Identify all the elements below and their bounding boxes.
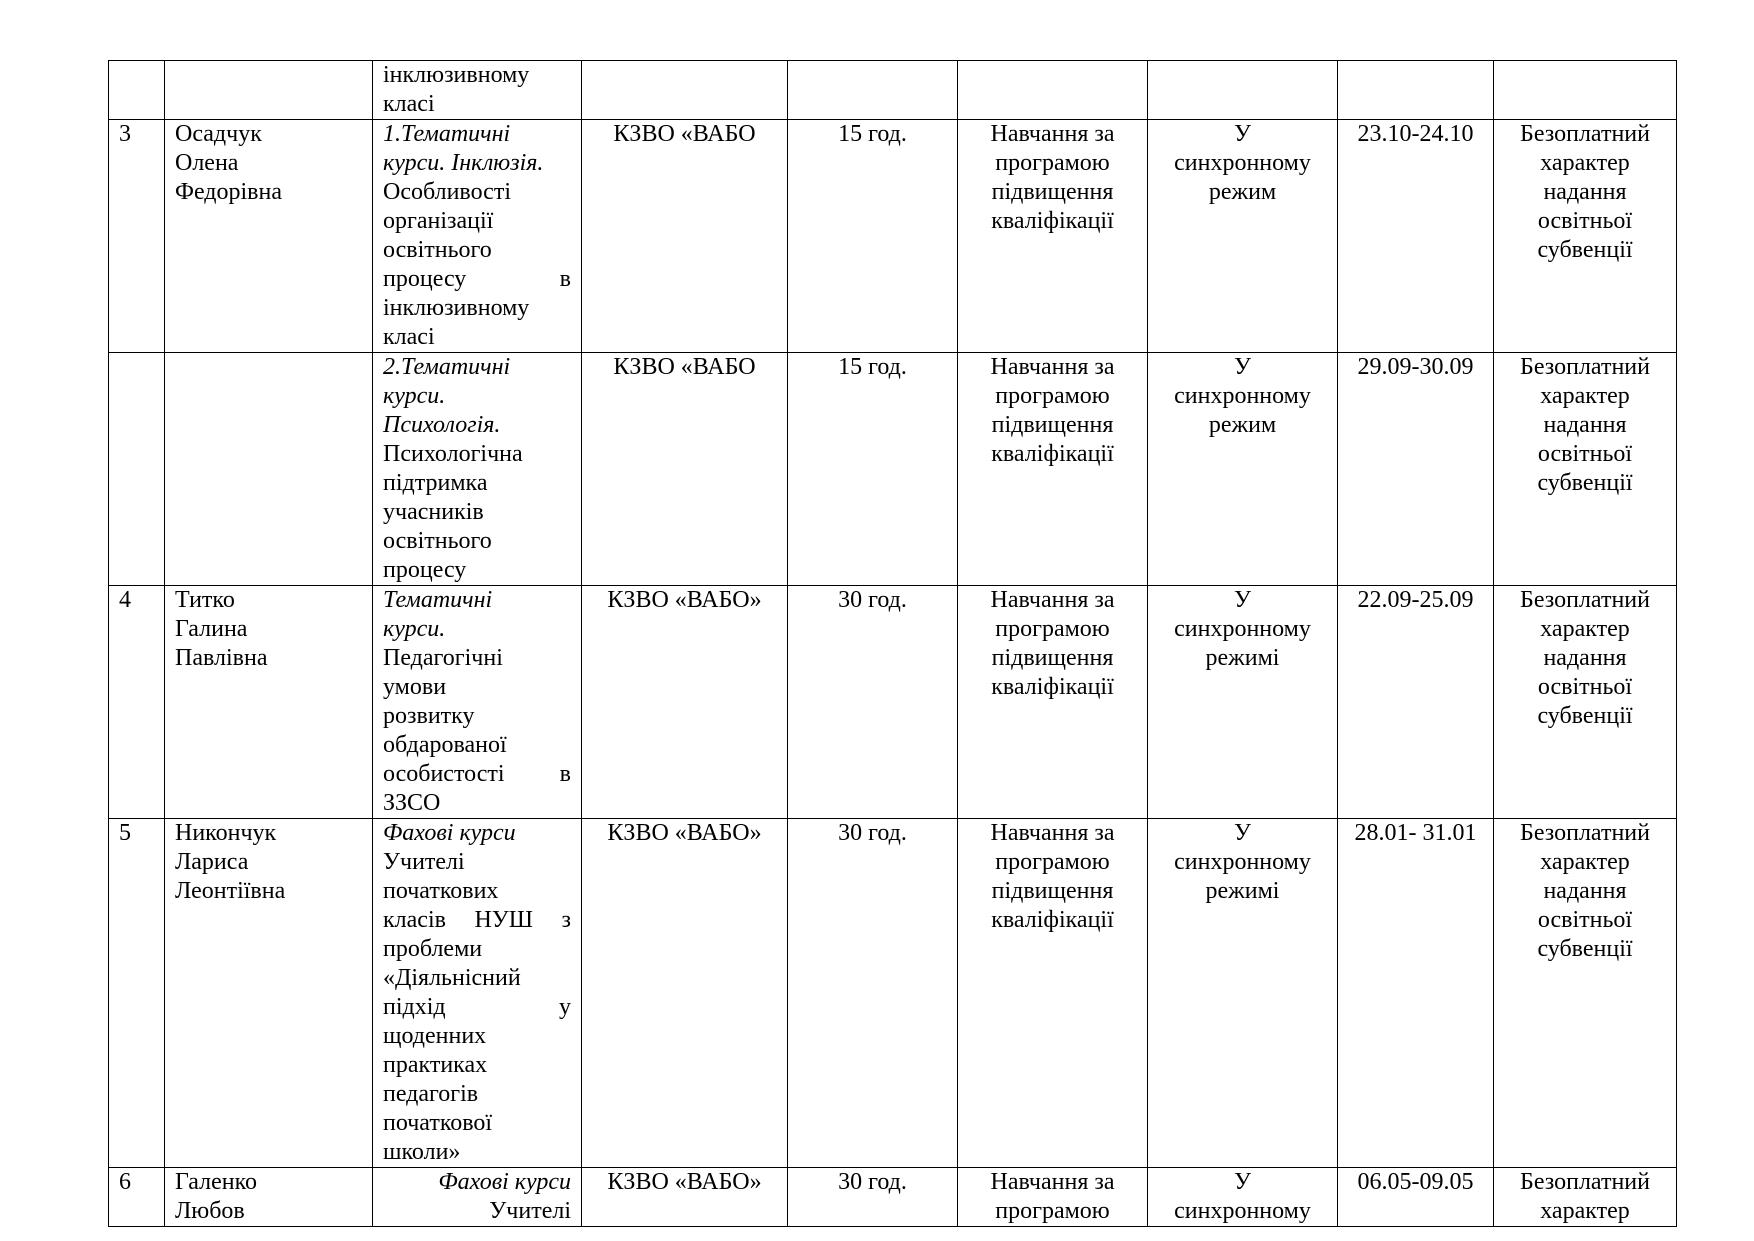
cell-line: синхронному xyxy=(1174,150,1311,176)
course-line: інклюзивному xyxy=(383,62,530,88)
row-number: 3 xyxy=(109,120,165,353)
course-line: початкової xyxy=(383,1110,493,1136)
course-line: процесу xyxy=(383,557,467,583)
hours: 30 год. xyxy=(788,586,958,819)
cell-line: програмою xyxy=(995,616,1110,642)
table-row xyxy=(109,819,1677,1168)
cell-line: Безоплатний xyxy=(1520,121,1650,147)
cell-line: програмою xyxy=(995,383,1110,409)
course-title xyxy=(373,819,582,1168)
course-line: Фахові курси xyxy=(383,820,516,846)
cell-line: Федорівна xyxy=(175,179,283,205)
hours: 30 год. xyxy=(788,1168,958,1227)
funding xyxy=(1494,61,1677,120)
cell-line: Галина xyxy=(175,616,248,642)
cell-line: синхронному xyxy=(1174,1198,1311,1224)
cell-line: освітньої xyxy=(1537,907,1633,933)
cell-line: кваліфікації xyxy=(991,208,1114,234)
cell-line: Навчання за xyxy=(990,1169,1115,1195)
cell-line: надання xyxy=(1543,179,1627,205)
table-row xyxy=(109,61,1677,120)
course-line: учасників xyxy=(383,499,484,525)
cell-line: Безоплатний xyxy=(1520,1169,1650,1195)
table-row xyxy=(109,353,1677,586)
funding xyxy=(1494,1168,1677,1227)
course-line: освітнього xyxy=(383,237,492,263)
cell-line: У xyxy=(1234,121,1251,147)
cell-line: Осадчук xyxy=(175,121,262,147)
row-number: 6 xyxy=(109,1168,165,1227)
cell-line: надання xyxy=(1543,878,1627,904)
training-form xyxy=(958,120,1148,353)
training-mode xyxy=(1148,586,1338,819)
course-line: «Діяльнісний xyxy=(383,965,521,991)
course-title xyxy=(373,353,582,586)
course-line: практиках xyxy=(383,1052,488,1078)
cell-line: освітньої xyxy=(1537,674,1633,700)
teacher-name xyxy=(165,819,373,1168)
cell-line: синхронному xyxy=(1174,849,1311,875)
dates: 06.05-09.05 xyxy=(1338,1168,1494,1227)
course-line: класів НУШ з xyxy=(383,907,571,933)
funding xyxy=(1494,353,1677,586)
cell-line: характер xyxy=(1540,616,1630,642)
cell-line: підвищення xyxy=(991,412,1114,438)
cell-line: субвенції xyxy=(1537,237,1633,263)
hours: 15 год. xyxy=(788,120,958,353)
cell-line: надання xyxy=(1543,645,1627,671)
cell-line: Леонтіївна xyxy=(175,878,286,904)
cell-line: характер xyxy=(1540,150,1630,176)
course-line: Психологія. xyxy=(383,412,501,438)
cell-line: Титко xyxy=(175,587,235,613)
cell-line: субвенції xyxy=(1537,470,1633,496)
cell-line: програмою xyxy=(995,1198,1110,1224)
cell-line: надання xyxy=(1543,412,1627,438)
cell-line: підвищення xyxy=(991,179,1114,205)
course-line: особистості в xyxy=(383,761,571,787)
cell-line: кваліфікації xyxy=(991,674,1114,700)
cell-line: Навчання за xyxy=(990,587,1115,613)
cell-line: Лариса xyxy=(175,849,249,875)
cell-line: режим xyxy=(1208,412,1277,438)
course-title xyxy=(373,61,582,120)
table-body xyxy=(109,61,1677,1227)
course-title xyxy=(373,586,582,819)
hours xyxy=(788,61,958,120)
cell-line: Навчання за xyxy=(990,121,1115,147)
cell-line: освітньої xyxy=(1537,441,1633,467)
course-line: процесу в xyxy=(383,266,571,292)
training-form xyxy=(958,1168,1148,1227)
training-mode xyxy=(1148,819,1338,1168)
cell-line: кваліфікації xyxy=(991,907,1114,933)
row-number xyxy=(109,61,165,120)
training-mode xyxy=(1148,61,1338,120)
hours: 30 год. xyxy=(788,819,958,1168)
training-form xyxy=(958,61,1148,120)
course-line: початкових xyxy=(383,878,499,904)
cell-line: Олена xyxy=(175,150,239,176)
course-line: ЗЗСО xyxy=(383,790,441,816)
table-row xyxy=(109,1168,1677,1227)
course-line: 1.Тематичні xyxy=(383,121,511,147)
table-row xyxy=(109,120,1677,353)
course-line: 2.Тематичні xyxy=(383,354,511,380)
hours: 15 год. xyxy=(788,353,958,586)
funding xyxy=(1494,819,1677,1168)
teacher-name xyxy=(165,586,373,819)
training-form xyxy=(958,353,1148,586)
cell-line: У xyxy=(1234,354,1251,380)
teacher-name xyxy=(165,1168,373,1227)
cell-line: Павлівна xyxy=(175,645,268,671)
dates xyxy=(1338,61,1494,120)
course-line: курси. Інклюзія. xyxy=(383,150,544,176)
dates: 22.09-25.09 xyxy=(1338,586,1494,819)
cell-line: Безоплатний xyxy=(1520,820,1650,846)
cell-line: підвищення xyxy=(991,878,1114,904)
institution: КЗВО «ВАБО» xyxy=(582,1168,788,1227)
course-line: курси. xyxy=(383,616,446,642)
course-line: щоденних xyxy=(383,1023,487,1049)
row-number xyxy=(109,353,165,586)
training-form xyxy=(958,586,1148,819)
cell-line: Безоплатний xyxy=(1520,354,1650,380)
cell-line: Безоплатний xyxy=(1520,587,1650,613)
course-line: курси. xyxy=(383,383,446,409)
training-mode xyxy=(1148,1168,1338,1227)
course-line: підхід у xyxy=(383,994,571,1020)
cell-line: синхронному xyxy=(1174,616,1311,642)
cell-line: характер xyxy=(1540,1198,1630,1224)
cell-line: Навчання за xyxy=(990,820,1115,846)
course-title xyxy=(373,120,582,353)
dates: 23.10-24.10 xyxy=(1338,120,1494,353)
dates: 28.01- 31.01 xyxy=(1338,819,1494,1168)
cell-line: кваліфікації xyxy=(991,441,1114,467)
course-line: підтримка xyxy=(383,470,488,496)
institution xyxy=(582,61,788,120)
course-line: освітнього xyxy=(383,528,492,554)
training-mode xyxy=(1148,120,1338,353)
course-line: Тематичні xyxy=(383,587,493,613)
training-mode xyxy=(1148,353,1338,586)
cell-line: підвищення xyxy=(991,645,1114,671)
row-number: 5 xyxy=(109,819,165,1168)
course-line: організації xyxy=(383,208,494,234)
course-line: Особливості xyxy=(383,179,511,205)
teacher-name xyxy=(165,61,373,120)
cell-line: синхронному xyxy=(1174,383,1311,409)
institution: КЗВО «ВАБО» xyxy=(582,586,788,819)
cell-line: режимі xyxy=(1205,645,1280,671)
cell-line: програмою xyxy=(995,150,1110,176)
cell-line: субвенції xyxy=(1537,703,1633,729)
course-line: Учителі xyxy=(489,1198,571,1224)
cell-line: У xyxy=(1234,820,1251,846)
cell-line: Галенко xyxy=(175,1169,258,1195)
course-line: Психологічна xyxy=(383,441,523,467)
course-title xyxy=(373,1168,582,1227)
teacher-name xyxy=(165,120,373,353)
course-line: Педагогічні умови xyxy=(383,645,503,700)
course-line: класі xyxy=(383,324,435,350)
course-line: розвитку xyxy=(383,703,475,729)
cell-line: У xyxy=(1234,587,1251,613)
row-number: 4 xyxy=(109,586,165,819)
institution: КЗВО «ВАБО xyxy=(582,353,788,586)
training-form xyxy=(958,819,1148,1168)
institution: КЗВО «ВАБО» xyxy=(582,819,788,1168)
cell-line: Любов xyxy=(175,1198,245,1224)
funding xyxy=(1494,586,1677,819)
course-line: інклюзивному xyxy=(383,295,530,321)
funding xyxy=(1494,120,1677,353)
cell-line: характер xyxy=(1540,849,1630,875)
table-row xyxy=(109,586,1677,819)
dates: 29.09-30.09 xyxy=(1338,353,1494,586)
institution: КЗВО «ВАБО xyxy=(582,120,788,353)
course-line: Фахові курси xyxy=(438,1169,571,1195)
course-line: класі xyxy=(383,91,435,117)
course-line: проблеми xyxy=(383,936,483,962)
course-line: обдарованої xyxy=(383,732,507,758)
course-line: Учителі xyxy=(383,849,465,875)
course-line: педагогів xyxy=(383,1081,479,1107)
courses-table xyxy=(108,60,1677,1227)
cell-line: характер xyxy=(1540,383,1630,409)
cell-line: освітньої xyxy=(1537,208,1633,234)
teacher-name xyxy=(165,353,373,586)
cell-line: субвенції xyxy=(1537,936,1633,962)
course-line: школи» xyxy=(383,1139,461,1165)
cell-line: У xyxy=(1234,1169,1251,1195)
cell-line: Никончук xyxy=(175,820,277,846)
cell-line: програмою xyxy=(995,849,1110,875)
cell-line: режимі xyxy=(1205,878,1280,904)
cell-line: Навчання за xyxy=(990,354,1115,380)
cell-line: режим xyxy=(1208,179,1277,205)
